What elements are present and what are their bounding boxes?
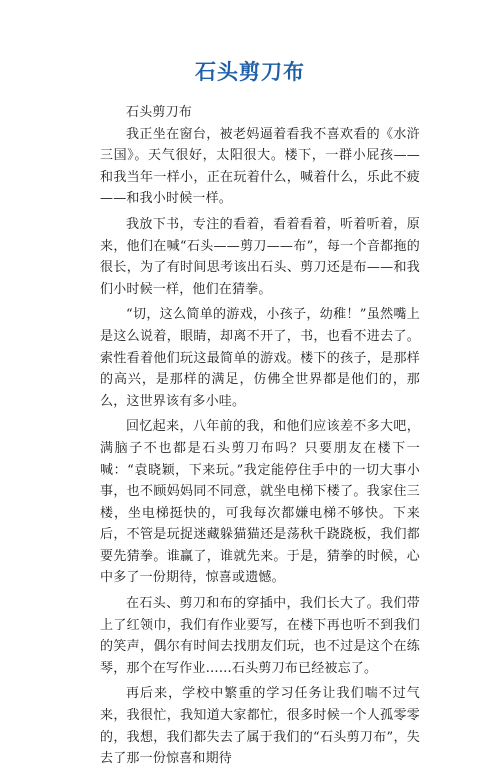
paragraph: 回忆起来，八年前的我，和他们应该差不多大吧，满脑子不也都是石头剪刀布吗？只要朋友在楼下一喊：“袁晓颖，下来玩。”我定能停住手中的一切大事小事，也不顾妈妈同不同意，就坐电梯下楼了。我家住三楼，坐电梯挺快的，可我每次都嫌电梯不够快。下来后，不管是玩捉迷藏躲猫猫还是荡秋千跷跷板，我们都要先猜拳。谁赢了，谁就先来。于是，猜拳的时候，心中多了一份期待，惊喜或遗憾。 — [100, 419, 420, 586]
paragraph: 再后来，学校中繁重的学习任务让我们喘不过气来，我很忙，我知道大家都忙，很多时候一个人孤零零的，我想，我们都失去了属于我们的“石头剪刀布”，失去了那一份惊喜和期待 — [100, 686, 420, 767]
document-body — [100, 102, 420, 770]
subtitle-paragraph: 石头剪刀布 — [126, 105, 193, 120]
paragraph: “切，这么简单的游戏，小孩子，幼稚！”虽然嘴上是这么说着，眼睛，却离不开了，书，也看不进去了。索性看着他们玩这最简单的游戏。楼下的孩子，是那样的高兴，是那样的满足，仿佛全世界都是他们的，那么，这世界该有多小哇。 — [100, 307, 420, 409]
paragraph: 我放下书，专注的看着，看着看着，听着听着，原来，他们在喊“石头——剪刀——布”，每一个音都拖的很长，为了有时间思考该出石头、剪刀还是布——和我们小时候一样，他们在猜拳。 — [100, 216, 420, 297]
document-title: 石头剪刀布 — [195, 60, 305, 84]
paragraph: 在石头、剪刀和布的穿插中，我们长大了。我们带上了红领巾，我们有作业要写，在楼下再也听不到我们的笑声，偶尔有时间去找朋友们玩，也不过是这个在练琴，那个在写作业……石头剪刀布已经被忘了。 — [100, 596, 420, 676]
paragraph: 我正坐在窗台，被老妈逼着看我不喜欢看的《水浒三国》。天气很好，太阳很大。楼下，一群小屁孩——和我当年一样小，正在玩着什么，喊着什么，乐此不疲——和我小时候一样。 — [100, 126, 420, 207]
